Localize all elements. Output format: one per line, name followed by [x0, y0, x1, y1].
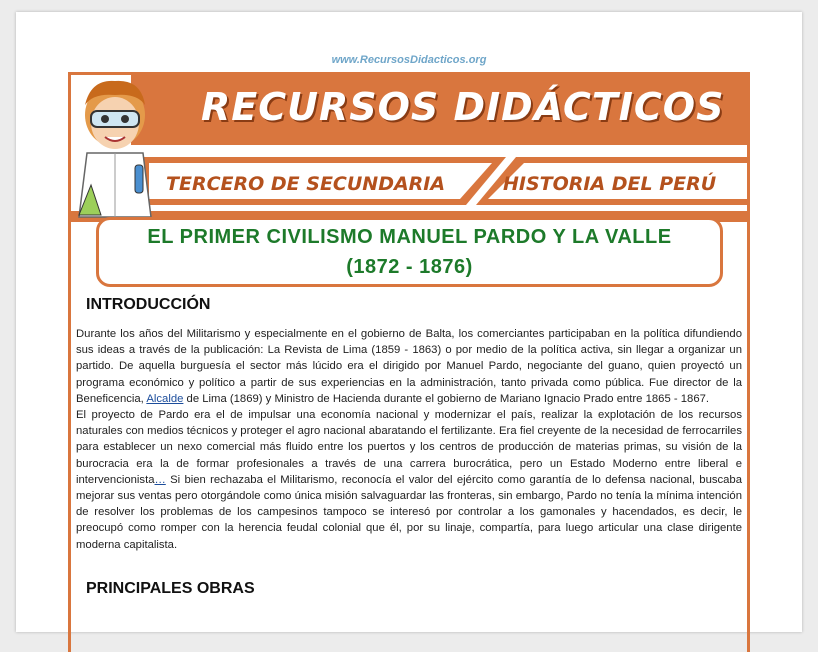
- paragraph-text: Durante los años del Militarismo y especialmente en el gobierno de Balta, los comerciantes participaban en la política difundiendo sus ideas a través de la publicación: La Revista de Lima (1859 - 1863) o por medio de la política activa, sin llegar a organizar un partido. De aquella burguesía el sector más lúcido era el dirigido por Manuel Pardo, negociante del guano, quien proyectó un programa económico y político a partir de sus experiencias en la administración, tanto privada como pública. Fue director de la Beneficencia,: [76, 328, 742, 405]
- section-heading-works: PRINCIPALES OBRAS: [86, 580, 255, 597]
- document-title-years: (1872 - 1876): [346, 256, 473, 278]
- alcalde-link[interactable]: Alcalde: [146, 392, 184, 405]
- document-title-box: [96, 217, 723, 287]
- brand-title: RECURSOS DIDÁCTICOS: [201, 85, 725, 129]
- section-heading-intro: INTRODUCCIÓN: [86, 296, 211, 313]
- paragraph: [76, 407, 742, 553]
- site-url[interactable]: www.RecursosDidacticos.org: [331, 54, 487, 66]
- paragraph-text: de Lima (1869) y Ministro de Hacienda durante el gobierno de Mariano Ignacio Prado entre 1865 - 1867.: [183, 392, 710, 405]
- document-title: EL PRIMER CIVILISMO MANUEL PARDO Y LA VALLE: [147, 226, 672, 248]
- body-text: [76, 326, 742, 553]
- paragraph-text: El proyecto de Pardo era el de impulsar una economía nacional y modernizar el país, realizar la explotación de los recursos naturales con medios técnicos y proteger el agro nacional abaratando el fertilizante. Era fiel creyente de la necesidad de ferrocarriles para establecer un nexo comercial más fluido entre los puertos y los centros de producción de materias primas, su visión de la burocracia era la de formar profesionales a través de una carrera burocrática, pero un Estado Moderno entre liberal e intervencionista: [76, 409, 742, 486]
- ellipsis-link[interactable]: …: [154, 473, 166, 486]
- header-banner: [71, 75, 747, 222]
- subject-label: HISTORIA DEL PERÚ: [503, 173, 717, 195]
- paragraph: [76, 326, 742, 407]
- document-page: [16, 12, 802, 632]
- grade-label: TERCERO DE SECUNDARIA: [166, 173, 446, 195]
- paragraph-text: Si bien rechazaba el Militarismo, reconocía el valor del ejército como garantía de lo defensa nacional, buscaba mejorar sus ventas pero otorgándole como única misión salvaguardar las fronteras, sin embargo, Pardo no tenía la mínima intención de resolver los problemas de los campesinos tampoco se interesó por controlar a los gamonales y hacendados, es decir, le preocupó como romper con la herencia feudal colonial que él, por su linaje, compartía, para luego articular una clase dirigente moderna capitalista.: [76, 473, 742, 551]
- scientist-mascot-icon: [71, 75, 171, 220]
